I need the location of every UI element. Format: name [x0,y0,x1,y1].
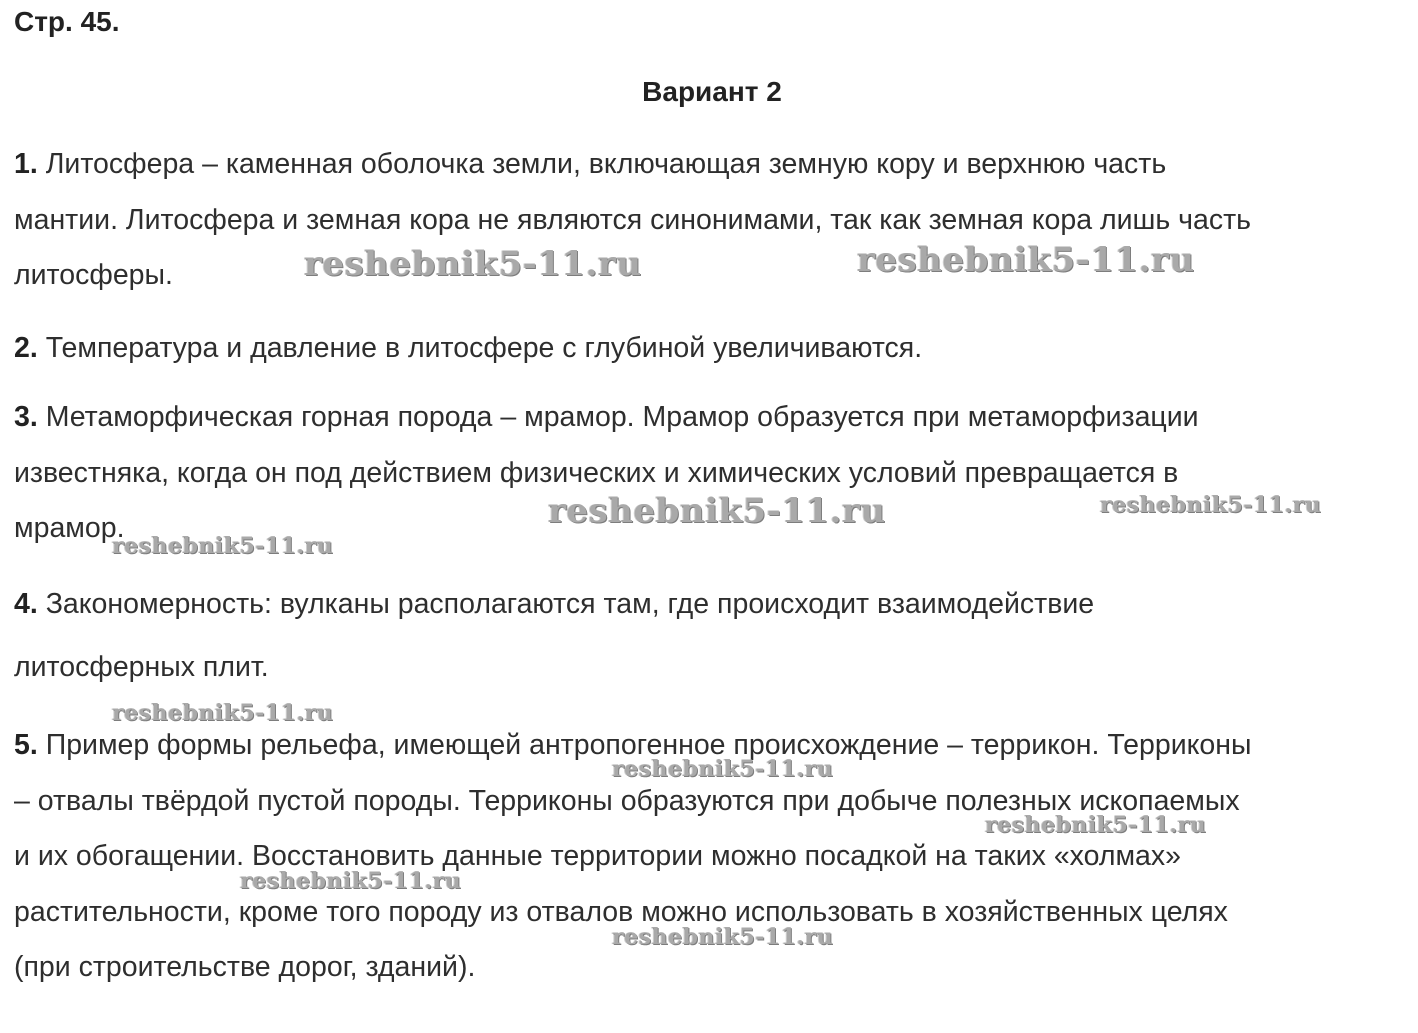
answer-line: мантии. Литосфера и земная кора не являются синонимами, так как земная кора лишь часть [14,203,1252,236]
watermark: reshebnik5-11.ru [112,533,334,559]
answer-number: 3. [14,401,38,433]
watermark: reshebnik5-11.ru [112,700,334,726]
answer-number: 5. [14,729,38,761]
watermark: reshebnik5-11.ru [1100,492,1322,518]
watermark: reshebnik5-11.ru [612,756,834,782]
page-label: Стр. 45. [14,6,120,37]
answer-1 [14,137,1414,304]
answer-number: 1. [14,148,38,180]
answer-4 [14,573,1414,699]
answer-line: литосферных плит. [14,651,269,683]
answer-line: 4. Закономерность: вулканы располагаются там, где происходит взаимодействие [14,588,1095,620]
watermark: reshebnik5-11.ru [304,244,642,284]
answer-line: мрамор. [14,512,125,544]
answer-line: растительности, кроме того породу из отвалов можно использовать в хозяйственных целях [14,895,1228,928]
answer-line: – отвалы твёрдой пустой породы. Терриконы образуются при добыче полезных ископаемых [14,784,1240,817]
answer-line: литосферы. [14,259,173,291]
watermark: reshebnik5-11.ru [857,240,1195,280]
watermark: reshebnik5-11.ru [985,812,1207,838]
answer-line: известняка, когда он под действием физических и химических условий превращается в [14,456,1179,489]
answer-line: (при строительстве дорог, зданий). [14,951,476,983]
watermark: reshebnik5-11.ru [240,868,462,894]
answer-number: 2. [14,332,38,364]
answer-line: 3. Метаморфическая горная порода – мрамор. Мрамор образуется при метаморфизации [14,401,1199,433]
answer-line: 2. Температура и давление в литосфере с глубиной увеличиваются. [14,332,923,364]
answer-line: и их обогащении. Восстановить данные территории можно посадкой на таких «холмах» [14,840,1181,872]
answer-line: 1. Литосфера – каменная оболочка земли, включающая земную кору и верхнюю часть [14,148,1167,180]
watermark: reshebnik5-11.ru [612,924,834,950]
answer-line: 5. Пример формы рельефа, имеющей антропогенное происхождение – террикон. Терриконы [14,729,1252,761]
answer-number: 4. [14,588,38,620]
answer-2 [14,321,1414,377]
watermark: reshebnik5-11.ru [548,491,886,531]
answer-3 [14,390,1414,557]
variant-title: Вариант 2 [642,76,782,107]
